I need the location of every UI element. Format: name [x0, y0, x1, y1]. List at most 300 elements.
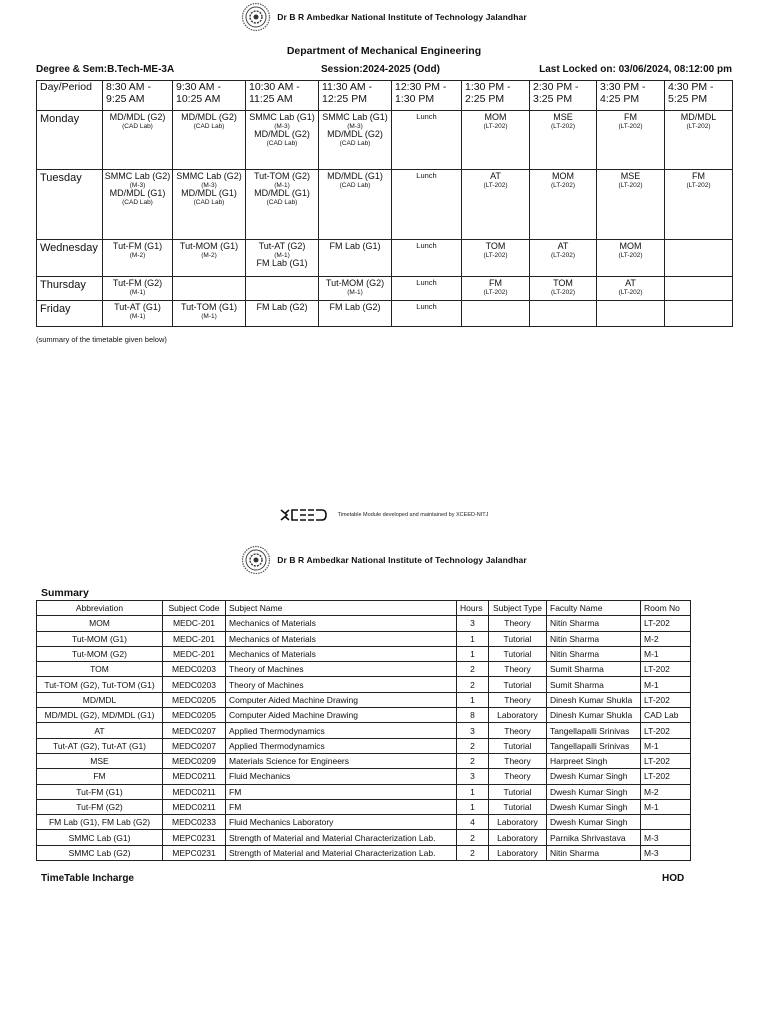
summary-cell: LT-202	[641, 662, 691, 677]
subject-label: SMMC Lab (G2)	[176, 171, 242, 181]
subject-label: Tut-FM (G1)	[112, 241, 163, 251]
day-label: Monday	[37, 111, 103, 170]
room-label: (LT-202)	[483, 288, 508, 296]
class-entry	[319, 130, 391, 147]
summary-row	[37, 723, 691, 738]
summary-cell: Nitin Sharma	[547, 631, 641, 646]
timetable-cell	[103, 240, 173, 277]
room-label: (CAD Lab)	[193, 198, 225, 206]
room-label: (LT-202)	[483, 122, 508, 130]
summary-column-header: Abbreviation	[37, 601, 163, 616]
summary-cell: LT-202	[641, 769, 691, 784]
class-entry	[319, 113, 391, 130]
subject-label: MSE	[620, 171, 641, 181]
summary-row	[37, 738, 691, 753]
summary-cell: LT-202	[641, 616, 691, 631]
summary-row	[37, 799, 691, 814]
summary-cell: MEDC0209	[163, 753, 226, 768]
timetable-cell	[246, 301, 319, 327]
subject-label: TOM	[553, 278, 573, 288]
subject-label: AT	[490, 171, 501, 181]
summary-cell: TOM	[37, 662, 163, 677]
summary-cell: Dwesh Kumar Singh	[547, 769, 641, 784]
timetable-cell	[462, 111, 530, 170]
institute-name: Dr B R Ambedkar National Institute of Technology Jalandhar	[277, 555, 527, 565]
summary-cell: Laboratory	[489, 815, 547, 830]
timetable-note: (summary of the timetable given below)	[36, 335, 167, 344]
degree-sem: Degree & Sem:B.Tech-ME-3A	[36, 64, 175, 75]
summary-cell: MEDC0233	[163, 815, 226, 830]
summary-cell: LT-202	[641, 753, 691, 768]
summary-cell: 1	[457, 646, 489, 661]
class-entry	[665, 172, 732, 189]
header-period: 11:30 AM - 12:25 PM	[319, 81, 392, 111]
summary-row	[37, 815, 691, 830]
hod-signature: HOD	[662, 873, 685, 884]
summary-column-header: Faculty Name	[547, 601, 641, 616]
summary-cell: Theory	[489, 662, 547, 677]
subject-label: FM Lab (G1)	[329, 241, 381, 251]
day-label: Friday	[37, 301, 103, 327]
class-entry	[319, 303, 391, 313]
summary-cell: M-1	[641, 677, 691, 692]
timetable-row	[37, 301, 733, 327]
footer-brand	[0, 508, 768, 522]
summary-cell: Applied Thermodynamics	[226, 738, 457, 753]
room-label: (LT-202)	[550, 122, 576, 130]
room-label: (M-1)	[274, 181, 290, 189]
room-label: (LT-202)	[618, 122, 643, 130]
subject-label: MD/MDL (G1)	[181, 188, 237, 199]
room-label: (LT-202)	[686, 181, 711, 189]
class-entry	[246, 303, 318, 313]
summary-cell: MSE	[37, 753, 163, 768]
timetable-cell	[173, 111, 246, 170]
timetable-incharge-signature: TimeTable Incharge	[41, 873, 134, 884]
class-entry	[103, 172, 172, 189]
summary-cell: Nitin Sharma	[547, 646, 641, 661]
lunch-cell: Lunch	[392, 111, 462, 170]
class-entry	[530, 242, 596, 259]
summary-cell: Tut-MOM (G1)	[37, 631, 163, 646]
timetable-cell	[173, 240, 246, 277]
header-period: 8:30 AM - 9:25 AM	[103, 81, 173, 111]
summary-cell: Theory of Machines	[226, 662, 457, 677]
subject-label: FM	[692, 171, 705, 181]
lunch-cell: Lunch	[392, 170, 462, 240]
lunch-cell: Lunch	[392, 240, 462, 277]
summary-cell: M-3	[641, 845, 691, 860]
room-label: (LT-202)	[483, 251, 508, 259]
timetable-cell	[319, 301, 392, 327]
summary-cell: Theory	[489, 753, 547, 768]
summary-cell: Laboratory	[489, 830, 547, 845]
summary-cell: MOM	[37, 616, 163, 631]
summary-row	[37, 845, 691, 860]
summary-cell: FM	[226, 799, 457, 814]
summary-cell: Dwesh Kumar Singh	[547, 799, 641, 814]
header-period: 9:30 AM - 10:25 AM	[173, 81, 246, 111]
class-entry	[246, 130, 318, 147]
institute-header-2	[0, 543, 768, 577]
summary-cell: 2	[457, 738, 489, 753]
room-label: (M-1)	[129, 288, 146, 296]
subject-label: MD/MDL (G2)	[327, 129, 383, 140]
timetable-cell	[319, 240, 392, 277]
summary-cell: Tutorial	[489, 646, 547, 661]
summary-cell: Strength of Material and Material Characterization Lab.	[226, 845, 457, 860]
class-entry	[103, 303, 172, 320]
summary-cell: SMMC Lab (G2)	[37, 845, 163, 860]
summary-cell: SMMC Lab (G1)	[37, 830, 163, 845]
timetable-row	[37, 111, 733, 170]
summary-cell: Parnika Shrivastava	[547, 830, 641, 845]
timetable-cell	[246, 170, 319, 240]
summary-cell: Dwesh Kumar Singh	[547, 784, 641, 799]
timetable-cell	[462, 240, 530, 277]
subject-label: MOM	[619, 241, 642, 251]
class-entry	[462, 113, 529, 130]
summary-cell: MEDC-201	[163, 646, 226, 661]
timetable-row	[37, 240, 733, 277]
summary-cell: Strength of Material and Material Characterization Lab.	[226, 830, 457, 845]
summary-cell: 3	[457, 723, 489, 738]
timetable-cell	[530, 111, 597, 170]
subject-label: Tut-MOM (G2)	[325, 278, 385, 288]
day-label: Wednesday	[37, 240, 103, 277]
summary-header-row	[37, 601, 691, 616]
timetable-cell	[319, 111, 392, 170]
room-label: (CAD Lab)	[339, 181, 371, 189]
summary-cell: M-1	[641, 738, 691, 753]
lunch-cell: Lunch	[392, 277, 462, 301]
summary-cell: Nitin Sharma	[547, 845, 641, 860]
summary-cell: Theory of Machines	[226, 677, 457, 692]
timetable-cell	[103, 277, 173, 301]
timetable-cell	[173, 170, 246, 240]
summary-cell: Fluid Mechanics Laboratory	[226, 815, 457, 830]
summary-cell: Applied Thermodynamics	[226, 723, 457, 738]
summary-cell: M-2	[641, 784, 691, 799]
summary-cell: Sumit Sharma	[547, 662, 641, 677]
timetable-cell	[530, 301, 597, 327]
class-entry	[319, 279, 391, 296]
summary-cell: 1	[457, 631, 489, 646]
class-entry	[103, 189, 172, 206]
timetable-cell	[665, 111, 733, 170]
subject-label: Tut-TOM (G2)	[254, 171, 310, 181]
lunch-cell: Lunch	[392, 301, 462, 327]
timetable-cell	[103, 170, 173, 240]
summary-cell: MEDC0203	[163, 662, 226, 677]
day-label: Thursday	[37, 277, 103, 301]
subject-label: Tut-FM (G2)	[112, 278, 163, 288]
subject-label: MOM	[552, 171, 574, 181]
subject-label: AT	[557, 241, 569, 251]
timetable-cell	[597, 170, 665, 240]
subject-label: SMMC Lab (G2)	[104, 171, 171, 181]
class-entry	[462, 242, 529, 259]
class-entry	[103, 242, 172, 259]
class-entry	[173, 242, 245, 259]
header-period: 12:30 PM - 1:30 PM	[392, 81, 462, 111]
summary-cell: Theory	[489, 616, 547, 631]
summary-cell: MEDC0207	[163, 723, 226, 738]
room-label: (M-3)	[129, 181, 146, 189]
summary-cell: MD/MDL	[37, 692, 163, 707]
institute-seal-icon	[241, 2, 271, 32]
class-entry	[597, 113, 664, 130]
timetable-cell	[462, 170, 530, 240]
subject-label: Tut-MOM (G1)	[179, 241, 239, 251]
timetable-cell	[665, 277, 733, 301]
timetable-header-row	[37, 81, 733, 111]
class-entry	[319, 172, 391, 189]
summary-row	[37, 830, 691, 845]
summary-cell: MEDC0207	[163, 738, 226, 753]
summary-cell: 8	[457, 708, 489, 723]
room-label: (CAD Lab)	[339, 139, 371, 147]
summary-cell: Theory	[489, 692, 547, 707]
summary-cell: 2	[457, 830, 489, 845]
summary-cell: Sumit Sharma	[547, 677, 641, 692]
class-entry	[597, 172, 664, 189]
header-period: 10:30 AM - 11:25 AM	[246, 81, 319, 111]
room-label: (CAD Lab)	[122, 122, 153, 130]
room-label: (CAD Lab)	[266, 139, 298, 147]
room-label: (M-2)	[129, 251, 146, 259]
day-label: Tuesday	[37, 170, 103, 240]
summary-cell: FM	[226, 784, 457, 799]
timetable-row	[37, 277, 733, 301]
subject-label: MD/MDL (G1)	[327, 171, 383, 181]
class-entry	[246, 259, 318, 269]
summary-cell: MEDC0211	[163, 769, 226, 784]
room-label: (LT-202)	[550, 181, 576, 189]
subject-label: MD/MDL	[680, 112, 717, 122]
summary-cell: Tutorial	[489, 631, 547, 646]
summary-cell: 4	[457, 815, 489, 830]
class-entry	[462, 172, 529, 189]
class-entry	[246, 189, 318, 206]
summary-row	[37, 769, 691, 784]
summary-cell: MEDC0211	[163, 784, 226, 799]
subject-label: SMMC Lab (G1)	[322, 112, 388, 122]
timetable-cell	[246, 240, 319, 277]
summary-cell: Mechanics of Materials	[226, 646, 457, 661]
timetable-cell	[103, 111, 173, 170]
timetable-cell	[173, 277, 246, 301]
summary-column-header: Subject Type	[489, 601, 547, 616]
summary-cell: 3	[457, 616, 489, 631]
summary-row	[37, 646, 691, 661]
summary-cell: Tutorial	[489, 799, 547, 814]
summary-cell: Tut-FM (G2)	[37, 799, 163, 814]
class-entry	[103, 279, 172, 296]
timetable-cell	[665, 240, 733, 277]
timetable-cell	[246, 111, 319, 170]
subject-label: MD/MDL (G2)	[109, 112, 166, 122]
room-label: (M-2)	[201, 251, 217, 259]
summary-cell: Tutorial	[489, 738, 547, 753]
summary-cell: FM Lab (G1), FM Lab (G2)	[37, 815, 163, 830]
xceed-logo-icon	[280, 508, 330, 522]
class-entry	[597, 242, 664, 259]
subject-label: FM Lab (G2)	[256, 302, 308, 312]
timetable-row	[37, 170, 733, 240]
room-label: (LT-202)	[686, 122, 711, 130]
class-entry	[597, 279, 664, 296]
summary-cell: MD/MDL (G2), MD/MDL (G1)	[37, 708, 163, 723]
timetable-cell	[319, 170, 392, 240]
summary-cell: Tut-MOM (G2)	[37, 646, 163, 661]
summary-cell: 1	[457, 784, 489, 799]
header-period: 4:30 PM - 5:25 PM	[665, 81, 733, 111]
summary-cell: Tutorial	[489, 677, 547, 692]
summary-cell: 2	[457, 845, 489, 860]
class-entry	[665, 113, 732, 130]
header-day-period: Day/Period	[37, 81, 103, 111]
timetable-cell	[103, 301, 173, 327]
summary-cell: MEDC0211	[163, 799, 226, 814]
subject-label: AT	[625, 278, 636, 288]
summary-cell: 2	[457, 662, 489, 677]
summary-row	[37, 677, 691, 692]
timetable-cell	[597, 301, 665, 327]
class-entry	[530, 172, 596, 189]
timetable-cell	[530, 240, 597, 277]
header-period: 2:30 PM - 3:25 PM	[530, 81, 597, 111]
summary-cell: Fluid Mechanics	[226, 769, 457, 784]
subject-label: MD/MDL (G2)	[254, 129, 310, 140]
summary-cell: MEPC0231	[163, 830, 226, 845]
class-entry	[246, 242, 318, 259]
subject-label: MSE	[553, 112, 573, 122]
summary-column-header: Hours	[457, 601, 489, 616]
subject-label: Tut-AT (G2)	[258, 241, 306, 251]
summary-cell: 2	[457, 677, 489, 692]
summary-cell: 1	[457, 692, 489, 707]
header-period: 3:30 PM - 4:25 PM	[597, 81, 665, 111]
room-label: (LT-202)	[618, 181, 643, 189]
summary-cell	[641, 815, 691, 830]
footer-text: Timetable Module developed and maintained by XCEED-NITJ	[337, 512, 489, 518]
subject-label: Tut-TOM (G1)	[181, 302, 237, 312]
timetable-cell	[597, 111, 665, 170]
room-label: (CAD Lab)	[193, 122, 225, 130]
summary-cell: Tut-AT (G2), Tut-AT (G1)	[37, 738, 163, 753]
subject-label: MD/MDL (G2)	[181, 112, 237, 122]
summary-cell: Mechanics of Materials	[226, 631, 457, 646]
summary-cell: Computer Aided Machine Drawing	[226, 692, 457, 707]
summary-cell: Materials Science for Engineers	[226, 753, 457, 768]
subject-label: FM	[489, 278, 502, 288]
room-label: (M-3)	[347, 122, 363, 130]
summary-column-header: Room No	[641, 601, 691, 616]
class-entry	[103, 113, 172, 130]
class-entry	[530, 279, 596, 296]
summary-cell: Harpreet Singh	[547, 753, 641, 768]
summary-row	[37, 692, 691, 707]
class-entry	[462, 279, 529, 296]
subject-label: MD/MDL (G1)	[109, 188, 166, 199]
summary-cell: LT-202	[641, 692, 691, 707]
timetable-cell	[319, 277, 392, 301]
department-title: Department of Mechanical Engineering	[286, 45, 482, 57]
room-label: (LT-202)	[550, 288, 576, 296]
room-label: (CAD Lab)	[266, 198, 298, 206]
room-label: (LT-202)	[483, 181, 508, 189]
summary-cell: Tut-FM (G1)	[37, 784, 163, 799]
room-label: (CAD Lab)	[122, 198, 153, 206]
class-entry	[173, 113, 245, 130]
summary-cell: MEDC-201	[163, 631, 226, 646]
room-label: (M-1)	[129, 312, 146, 320]
subject-label: TOM	[485, 241, 506, 251]
timetable-cell	[597, 240, 665, 277]
timetable-grid	[36, 80, 733, 327]
timetable-meta	[36, 64, 732, 78]
summary-cell: M-1	[641, 799, 691, 814]
subject-label: SMMC Lab (G1)	[249, 112, 315, 122]
timetable-cell	[665, 170, 733, 240]
institute-name: Dr B R Ambedkar National Institute of Technology Jalandhar	[277, 12, 527, 22]
summary-cell: LT-202	[641, 723, 691, 738]
subject-label: FM Lab (G2)	[329, 302, 381, 312]
class-entry	[173, 303, 245, 320]
timetable-cell	[597, 277, 665, 301]
summary-cell: M-1	[641, 646, 691, 661]
summary-cell: AT	[37, 723, 163, 738]
subject-label: MOM	[484, 112, 507, 122]
timetable-cell	[462, 277, 530, 301]
class-entry	[246, 113, 318, 130]
summary-column-header: Subject Name	[226, 601, 457, 616]
summary-cell: Tangellapalli Srinivas	[547, 738, 641, 753]
summary-cell: 3	[457, 769, 489, 784]
subject-label: Tut-AT (G1)	[114, 302, 161, 312]
timetable-cell	[462, 301, 530, 327]
header-period: 1:30 PM - 2:25 PM	[462, 81, 530, 111]
room-label: (LT-202)	[550, 251, 576, 259]
summary-row	[37, 708, 691, 723]
timetable-cell	[246, 277, 319, 301]
summary-row	[37, 662, 691, 677]
summary-cell: MEDC-201	[163, 616, 226, 631]
summary-cell: Dinesh Kumar Shukla	[547, 692, 641, 707]
room-label: (M-1)	[274, 251, 290, 259]
summary-cell: Mechanics of Materials	[226, 616, 457, 631]
summary-cell: Laboratory	[489, 708, 547, 723]
summary-row	[37, 784, 691, 799]
class-entry	[173, 189, 245, 206]
subject-label: FM Lab (G1)	[256, 258, 308, 269]
summary-cell: M-2	[641, 631, 691, 646]
class-entry	[530, 113, 596, 130]
timetable-cell	[173, 301, 246, 327]
summary-cell: Dinesh Kumar Shukla	[547, 708, 641, 723]
class-entry	[319, 242, 391, 252]
summary-cell: Tangellapalli Srinivas	[547, 723, 641, 738]
summary-cell: Computer Aided Machine Drawing	[226, 708, 457, 723]
room-label: (M-1)	[347, 288, 363, 296]
summary-cell: 1	[457, 799, 489, 814]
institute-header	[0, 0, 768, 34]
summary-cell: MEDC0205	[163, 692, 226, 707]
summary-cell: Theory	[489, 769, 547, 784]
summary-cell: Tut-TOM (G2), Tut-TOM (G1)	[37, 677, 163, 692]
summary-cell: MEDC0203	[163, 677, 226, 692]
